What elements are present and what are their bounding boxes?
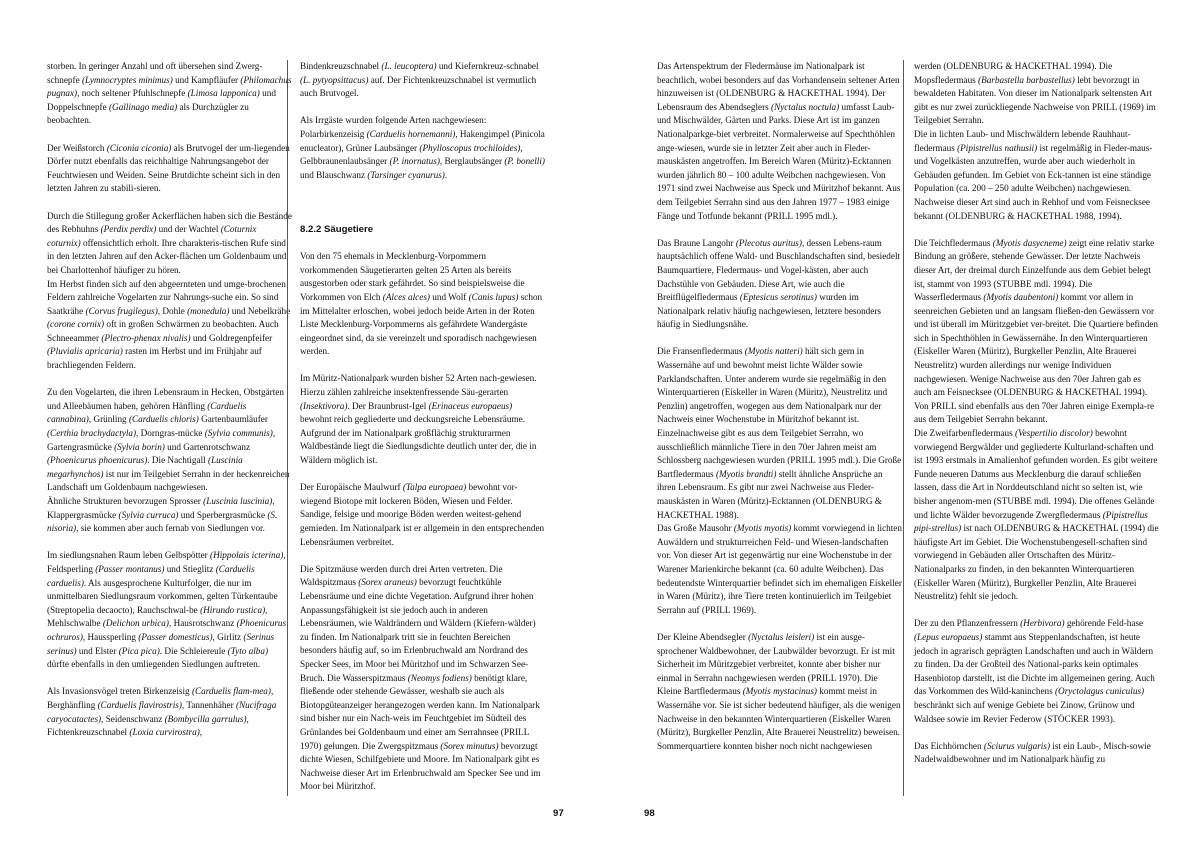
paragraph: Der zu den Pflanzenfressern (Herbivora) gehörende Feld-hase (Lepus europaeus) stammt aus Steppenlandschaften, ist heute jedoch in agrarisch geprägten Landschaften und auch in Wäldern zu finden. Da der Großteil des National-parks kein optimales Hasenbiotop darstellt, ist die Dichte im allgemeinen gering. Auch das Vorkommen des Wild-kaninchens (Oryctolagus cuniculus) beschränkt sich auf wenige Gebiete bei Zinow, Grünow und Waldsee sowie im Revier Federow (STÖCKER 1993). bbox=[914, 618, 1155, 724]
paragraph: werden (OLDENBURG & HACKETHAL 1994). Die Mopsfledermaus (Barbastella barbastellus) lebt bevorzugt in bewaldeten Habitaten. Von dieser im Nationalpark seltensten Art gibt es nur zwei zurückliegende Nachweise von PRILL (1969) im Teilgebiet Serrahn. Die in lichten Laub- und Mischwäldern lebende Rauhhaut-fledermaus (Pipistrellus nathusii) ist regelmäßig in Fleder-maus- und Vogelkästen anzutreffen, wurde aber auch wiederholt in Gebäuden gefunden. Im Gebiet von Eck-tannen ist eine ständige Population (ca. 200 – 250 adulte Weibchen) nachgewiesen. Nachweise dieser Art sind auch in Rehhof und vom Feisnecksee bekannt (OLDENBURG & HACKETHAL 1988, 1994). bbox=[914, 61, 1156, 221]
paragraph: Die Spitzmäuse werden durch drei Arten vertreten. Die Waldspitzmaus (Sorex araneus) bevorzugt feuchtkühle Lebensräume und eine dichte Vegetation. Aufgrund ihrer hohen Anpassungsfähigkeit ist sie jedoch auch in anderen Lebensräumen, wie Waldrändern und Wäldern (Kiefern-wälder) zu finden. Im Nationalpark tritt sie in feuchten Bereichen besonders häufig auf, so im Erlenbruchwald am Nordrand des Specker Sees, im Moor bei Müritzhof und im Schwarzen See-Bruch. Die Wasserspitzmaus (Neomys fodiens) benötigt klare, fließende oder stehende Gewässer, weshalb sie auch als Biotopgüteanzeiger herangezogen werden kann. Im Nationalpark sind bisher nur ein Nach-weis im Feuchtgebiet im Südteil des Grünlandes bei Goldenbaum und einer am Serrahnsee (PRILL 1970) gelungen. Die Zwergspitzmaus (Sorex minutus) bevorzugt dichte Wiesen, Schilfgebiete und Moore. Im Nationalpark gibt es Nachweise dieser Art im Erlenbruchwald am Specker See und im Moor bei Müritzhof. bbox=[300, 563, 541, 792]
paragraph: Im siedlungsnahen Raum leben Gelbspötter (Hippolais icterina), Feldsperling (Passer montanus) und Stieglitz (Carduelis carduelis). Als ausgesprochene Kulturfolger, die nur im unmittelbaren Siedlungsraum vorkommen, gelten Türkentaube (Streptopelia decaocto), Rauchschwal-be (Hirundo rustica), Mehlschwalbe (Delichon urbica), Hausrotschwanz (Phoenicurus ochruros), Haussperling (Passer domesticus), Girlitz (Serinus serinus) und Elster (Pica pica). Die Schleiereule (Tyto alba) dürfte ebenfalls in den umliegenden Siedlungen auftreten. bbox=[47, 550, 287, 670]
column-divider-right bbox=[903, 60, 904, 796]
paragraph: Bindenkreuzschnabel (L. leucoptera) und Kiefernkreuz-schnabel (L. pytyopsittacus) auf. Der Fichtenkreuzschnabel ist vermutlich auch Brutvogel. bbox=[300, 61, 539, 99]
column-divider-left bbox=[287, 60, 288, 796]
paragraph: Als Invasionsvögel treten Birkenzeisig (Carduelis flam-mea), Berghänfling (Carduelis flavirostris), Tannenhäher (Nucifraga caryocatactes), Seidenschwanz (Bombycilla garrulus), Fichtenkreuzschnabel (Loxia curvirostra), bbox=[47, 686, 277, 738]
paragraph: Von den 75 ehemals in Mecklenburg-Vorpommern vorkommenden Säugetierarten gelten 25 Arten als bereits ausgestorben oder stark gefährdet. So sind beispielsweise die Vorkommen von Elch (Alces alces) und Wolf (Canis lupus) schon im Mittelalter erloschen, wobei jedoch beide Arten in der Roten Liste Mecklenburg-Vorpommerns als gefährdete Wandergäste eingeordnet sind, da sie vereinzelt und sporadisch nachgewiesen werden. bbox=[300, 251, 543, 357]
page-97-column-1 bbox=[47, 60, 292, 753]
paragraph: Zu den Vogelarten, die ihren Lebensraum in Hecken, Obstgärten und Alleebäumen haben, gehören Hänfling (Carduelis cannabina), Grünling (Carduelis chloris) Gartenbaumläufer (Certhia brachydactyla), Dorngras-mücke (Sylvia communis), Gartengrasmücke (Sylvia borin) und Gartenrotschwanz (Phoenicurus phoenicurus). Die Nachtigall (Luscinia megarhynchos) ist nur im Teilgebiet Serrahn in der heckenreichen Landschaft um Goldenbaum nachgewiesen. Ähnliche Strukturen bevorzugen Sprosser (Luscinia luscinia), Klappergrasmücke (Sylvia curruca) und Sperbergrasmücke (S. nisoria), sie kommen aber auch fernab von Siedlungen vor. bbox=[47, 387, 290, 534]
paragraph: Im Müritz-Nationalpark wurden bisher 52 Arten nach-gewiesen. Hierzu zählen zahlreiche insektenfressende Säu-gerarten (Insektivora). Der Braunbrust-Igel (Erinaceus europaeus) bewohnt reich gegliederte und deckungsreiche Lebensräume. Aufgrund der im Nationalpark großflächig strukturarmen Waldbestände liegt die Siedlungsdichte deutlich unter der, die in Wäldern möglich ist. bbox=[300, 373, 537, 466]
section-heading: 8.2.2 Säugetiere bbox=[300, 223, 374, 235]
paragraph: Durch die Stillegung großer Ackerflächen haben sich die Bestände des Rebhuhns (Perdix perdix) und der Wachtel (Coturnix coturnix) offensichtlich erholt. Ihre charakteris-tischen Rufe sind in den letzten Jahren auf den Acker-flächen um Goldenbaum und bei Charlottenhof häufiger zu hören. Im Herbst finden sich auf den abgeernteten und umge-brochenen Feldern zahlreiche Vogelarten zur Nahrungs-suche ein. So sind Saatkrähe (Corvus frugilegus), Dohle (monedula) und Nebelkrähe (corone cornix) oft in großen Schwärmen zu beobachten. Auch Schneeammer (Plectro-phenax nivalis) und Goldregenpfeifer (Pluvialis apricaria) rasten im Herbst und im Frühjahr auf brachliegenden Feldern. bbox=[47, 210, 292, 371]
page-number-97: 97 bbox=[553, 808, 564, 819]
paragraph: Der Kleine Abendsegler (Nyctalus leisleri) ist ein ausge-sprochener Waldbewohner, der Laubwälder bevorzugt. Er ist mit Sicherheit im Müritzgebiet verbreitet, konnte aber bisher nur einmal in Serrahn nachgewiesen werden (PRILL 1970). Die Kleine Bartfledermaus (Myotis mystacinus) kommt meist in Wassernähe vor. Sie ist sicher bedeutend häufiger, als die wenigen Nachweise in den bekannten Winterquartieren (Eiskeller Waren (Müritz), Burgkeller Penzlin, Alte Brauerei Neustrelitz) beweisen. Sommerquartiere konnten bisher noch nicht nachgewiesen bbox=[657, 631, 901, 751]
paragraph: Die Fransenfledermaus (Myotis natteri) hält sich gern in Wassernähe auf und bewohnt meist lichte Wälder sowie Parklandschaften. Unter anderem wurde sie regelmäßig in den Winterquartieren (Eiskeller in Waren (Müritz), Neustrelitz und Penzlin) angetroffen, wogegen aus dem Nationalpark nur der Nachweis einer Wochenstube in Müritzhof bekannt ist. Einzelnachweise gibt es aus dem Teilgebiet Serrahn, wo ausschließlich männliche Tiere in den 70er Jahren meist am Schlossberg nachgewiesen wurden (PRILL 1995 mdl.). Die Große Bartfledermaus (Myotis brandti) stellt ähnliche Ansprüche an ihren Lebensraum. Es gibt nur zwei Nachweise aus Fleder-mauskästen in Waren (Müritz)-Ecktannen (OLDENBURG & HACKETHAL 1988). Das Große Mausohr (Myotis myotis) kommt vorwiegend in lichten Auwäldern und strukturreichen Feld- und Wiesen-landschaften vor. Von dieser Art ist gegenwärtig nur eine Wochenstube in der Warener Marienkirche bekannt (ca. 60 adulte Weibchen). Das bedeutendste Winterquartier befindet sich im ehemaligen Eiskeller in Waren (Müritz), ihre Tiere treten kontinuierlich im Teilgebiet Serrahn auf (PRILL 1969). bbox=[657, 346, 902, 615]
paragraph: storben. In geringer Anzahl und oft übersehen sind Zwerg-schnepfe (Lymnocryptes minimus) und Kampfläufer (Philomachus pugnax), noch seltener Pfuhlschnepfe (Limosa lapponica) und Doppelschnepfe (Gallinago media) als Durchzügler zu beobachten. bbox=[47, 61, 292, 126]
paragraph: Das Braune Langohr (Plecotus auritus), dessen Lebens-raum hauptsächlich offene Wald- und Buschlandschaften sind, besiedelt Baumquartiere, Fledermaus- und Vogel-kästen, aber auch Dachstühle von Gebäuden. Diese Art, wie auch die Breitflügelfledermaus (Eptesicus serotinus) wurden im Nationalpark relativ häufig nachgewiesen, letztere besonders häufig in Siedlungsnähe. bbox=[657, 237, 901, 330]
paragraph: Der Europäische Maulwurf (Talpa europaea) bewohnt vor-wiegend Biotope mit lockeren Böden, Wiesen und Felder. Sandige, felsige und moorige Böden werden weitest-gehend gemieden. Im Nationalpark ist er allgemein in den entsprechenden Lebensräumen verbreitet. bbox=[300, 482, 545, 547]
paragraph: Das Eichhörnchen (Sciurus vulgaris) ist ein Laub-, Misch-sowie Nadelwaldbewohner und im Nationalpark häufig zu bbox=[914, 740, 1151, 765]
page-97-column-2 bbox=[300, 60, 545, 807]
section-spacer bbox=[300, 196, 545, 223]
page-98-column-2 bbox=[914, 60, 1159, 780]
paragraph: Die Teichfledermaus (Myotis dasycneme) zeigt eine relativ starke Bindung an größere, stehende Gewässer. Der letzte Nachweis dieser Art, der dreimal durch Einzelfunde aus dem Gebiet belegt ist, stammt von 1993 (STUBBE mdl. 1994). Die Wasserfledermaus (Myotis daubentoni) kommt vor allem in seenreichen Gebieten und an langsam fließen-den Gewässern vor und ist überall im Müritzgebiet ver-breitet. Die Quartiere befinden sich in Spechthöhlen in Gewässernähe. In den Winterquartieren (Eiskeller Waren (Müritz), Burgkeller Penzlin, Alte Brauerei Neustrelitz) wurden allerdings nur wenige Individuen nachgewiesen. Wenige Nachweise aus den 70er Jahren gab es auch am Feisnecksee (OLDENBURG & HACKETHAL 1994). Von PRILL sind ebenfalls aus den 70er Jahren einige Exempla-re aus dem Teilgebiet Serrahn bekannt. Die Zweifarbenfledermaus (Vespertilio discolor) bewohnt vorwiegend Bergwälder und gegliederte Kulturland-schaften und ist 1993 erstmals in Amalienhof gefunden worden. Es gibt weitere Funde neueren Datums aus Mecklenburg die darauf schließen lassen, dass die Art in Norddeutschland nicht so selten ist, wie bisher angenom-men (STUBBE mdl. 1994). Die offenes Gelände und lichte Wälder bevorzugende Zwergfledermaus (Pipistrellus pipi-strellus) ist nach OLDENBURG & HACKETHAL (1994) die häufigste Art im Gebiet. Die Wochenstubengesell-schaften sind vorwiegend in Gebäuden aller Ortschaften des Müritz-Nationalparks zu finden, in den bekannten Winterquartieren (Eiskeller Waren (Müritz), Burgkeller Penzlin, Alte Brauerei Neustrelitz) fehlt sie jedoch. bbox=[914, 237, 1159, 602]
paragraph: Als Irrgäste wurden folgende Arten nachgewiesen: Polarbirkenzeisig (Carduelis hornemanni), Hakengimpel (Pinicola enucleator), Grüner Laubsänger (Phylloscopus trochiloides), Gelbbraunenlaubsänger (P. inornatus), Berglaubsänger (P. bonelli) und Blauschwanz (Tarsinger cyanurus). bbox=[300, 115, 545, 180]
paragraph: Das Artenspektrum der Fledermäuse im Nationalpark ist beachtlich, wobei besonders auf das Vorhandensein seltener Arten hinzuweisen ist (OLDENBURG & HACKETHAL 1994). Der Lebensraum des Abendseglers (Nyctalus noctula) umfasst Laub- und Mischwälder, Gärten und Parks. Diese Art ist im ganzen Nationalparkge-biet verbreitet. Normalerweise auf Spechthöhlen ange-wiesen, wurde sie in letzter Zeit aber auch in Fleder-mauskästen angetroffen. Im Bereich Waren (Müritz)-Ecktannen wurden jährlich 80 – 100 adulte Weibchen nachgewiesen. Von 1971 sind zwei Nachweise aus Speck und Müritzhof bekannt. Aus dem Teilgebiet Serrahn sind aus den Jahren 1977 – 1983 einige Fänge und Totfunde bekannt (PRILL 1995 mdl.). bbox=[657, 61, 901, 221]
page-number-98: 98 bbox=[644, 808, 655, 819]
paragraph: Der Weißstorch (Ciconia ciconia) als Brutvogel der um-liegenden Dörfer nutzt ebenfalls das reichhaltige Nahrungsangebot der Feuchtwiesen und Weiden. Seine Brutdichte scheint sich in den letzten Jahren zu stabili-sieren. bbox=[47, 142, 290, 194]
page-98-column-1 bbox=[657, 60, 902, 767]
